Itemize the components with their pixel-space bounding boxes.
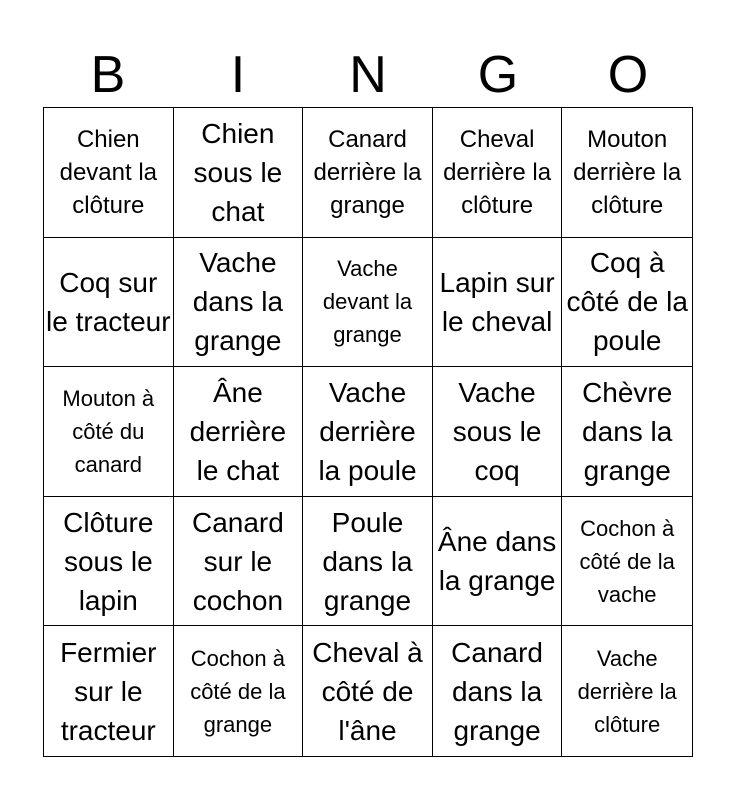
cell-text: Canard derrière la grange	[313, 125, 422, 219]
bingo-cell[interactable]	[433, 108, 563, 238]
header-letter-n: N	[349, 46, 387, 104]
bingo-cell[interactable]	[174, 626, 304, 756]
cell-text: Vache derrière la clôture	[577, 645, 677, 737]
cell-text: Cheval derrière la clôture	[443, 125, 552, 219]
bingo-cell[interactable]	[174, 367, 304, 497]
bingo-cell[interactable]	[174, 497, 304, 627]
cell-text: Âne dans la grange	[437, 526, 557, 597]
bingo-cell[interactable]	[303, 108, 433, 238]
bingo-cell[interactable]	[174, 108, 304, 238]
cell-text: Vache dans la grange	[192, 247, 284, 357]
cell-text: Vache sous le coq	[452, 376, 542, 486]
bingo-cell[interactable]	[44, 497, 174, 627]
cell-text: Mouton à côté du canard	[62, 385, 155, 477]
bingo-cell[interactable]	[303, 238, 433, 368]
cell-text: Chien sous le chat	[193, 117, 283, 227]
bingo-cell[interactable]	[433, 367, 563, 497]
bingo-cell[interactable]	[562, 238, 692, 368]
cell-text: Chien devant la clôture	[59, 125, 157, 219]
bingo-cell[interactable]	[303, 367, 433, 497]
cell-text: Vache derrière la poule	[318, 376, 417, 486]
cell-text: Vache devant la grange	[322, 256, 413, 348]
cell-text: Fermier sur le tracteur	[60, 636, 157, 746]
cell-text: Coq sur le tracteur	[46, 266, 171, 337]
bingo-cell[interactable]	[44, 238, 174, 368]
cell-text: Canard sur le cochon	[191, 506, 284, 616]
cell-text: Clôture sous le lapin	[63, 506, 154, 616]
cell-text: Âne derrière le chat	[189, 376, 287, 486]
bingo-cell[interactable]	[44, 108, 174, 238]
cell-text: Cochon à côté de la grange	[190, 645, 286, 737]
bingo-cell[interactable]	[562, 497, 692, 627]
bingo-cell[interactable]	[303, 626, 433, 756]
bingo-cell[interactable]	[433, 497, 563, 627]
cell-text: Canard dans la grange	[451, 636, 544, 746]
cell-text: Mouton derrière la clôture	[573, 125, 682, 219]
header-letter-g: G	[477, 46, 519, 104]
bingo-cell[interactable]	[562, 367, 692, 497]
bingo-cell[interactable]	[44, 367, 174, 497]
cell-text: Lapin sur le cheval	[439, 266, 555, 337]
header-letter-b: B	[90, 46, 126, 104]
cell-text: Coq à côté de la poule	[566, 247, 688, 357]
bingo-cell[interactable]	[303, 497, 433, 627]
bingo-cell[interactable]	[562, 108, 692, 238]
cell-text: Cheval à côté de l'âne	[312, 636, 423, 746]
bingo-cell[interactable]	[44, 626, 174, 756]
bingo-cell[interactable]	[174, 238, 304, 368]
cell-text: Chèvre dans la grange	[582, 376, 673, 486]
cell-text: Cochon à côté de la vache	[579, 515, 675, 607]
header-letter-o: O	[607, 46, 649, 104]
bingo-cell[interactable]	[433, 626, 563, 756]
header-letter-i: I	[230, 46, 246, 104]
cell-text: Poule dans la grange	[322, 506, 413, 616]
bingo-cell[interactable]	[562, 626, 692, 756]
bingo-card-grid	[43, 107, 693, 757]
bingo-cell[interactable]	[433, 238, 563, 368]
bingo-header	[43, 44, 693, 106]
